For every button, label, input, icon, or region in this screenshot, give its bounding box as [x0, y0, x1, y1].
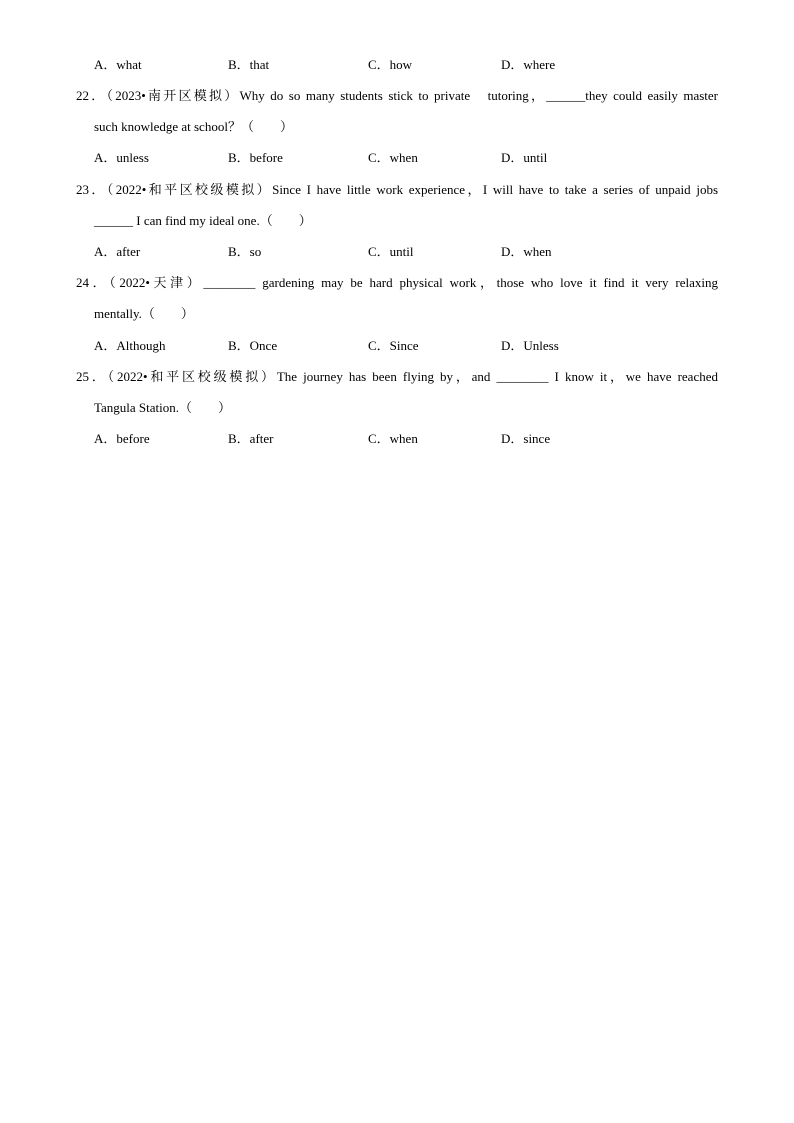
question-23-options — [94, 243, 718, 261]
question-25-line-2: Tangula Station.（ ） — [94, 400, 232, 415]
option-a: A．after — [94, 244, 141, 259]
option-a: A．Although — [94, 338, 166, 353]
option-d: D．Unless — [501, 338, 559, 353]
option-c: C．when — [368, 150, 418, 165]
option-c: C．until — [368, 244, 414, 259]
option-b: B．so — [228, 244, 262, 259]
option-b: B．that — [228, 57, 270, 72]
question-25-line-1: 25．（2022•和平区校级模拟）The journey has been flying by，and ________ I know it，we have reached — [76, 369, 718, 384]
option-b: B．before — [228, 150, 283, 165]
option-d: D．since — [501, 431, 551, 446]
option-d: D．until — [501, 150, 548, 165]
question-22-line-2: such knowledge at school？（ ） — [94, 119, 293, 134]
option-c: C．how — [368, 57, 413, 72]
option-b: B．after — [228, 431, 274, 446]
option-d: D．when — [501, 244, 552, 259]
question-22-options — [94, 149, 718, 167]
question-24-options — [94, 337, 718, 355]
question-24-line-2: mentally.（ ） — [94, 306, 194, 321]
option-a: A．before — [94, 431, 150, 446]
question-23-line-2: ______ I can find my ideal one.（ ） — [94, 213, 312, 228]
question-24-line-1: 24．（2022•天津）________ gardening may be hard physical work，those who love it find it very relaxing — [76, 275, 718, 290]
option-d: D．where — [501, 57, 556, 72]
option-c: C．when — [368, 431, 418, 446]
option-a: A．unless — [94, 150, 149, 165]
option-a: A．what — [94, 57, 142, 72]
option-b: B．Once — [228, 338, 278, 353]
question-25-options — [94, 430, 718, 448]
prev-question-options — [94, 56, 718, 74]
question-22-line-1: 22．（2023•南开区模拟）Why do so many students stick to private tutoring，______they could easily master — [76, 88, 718, 103]
option-c: C．Since — [368, 338, 419, 353]
question-23-line-1: 23．（2022•和平区校级模拟）Since I have little work experience，I will have to take a series of unpaid jobs — [76, 182, 718, 197]
